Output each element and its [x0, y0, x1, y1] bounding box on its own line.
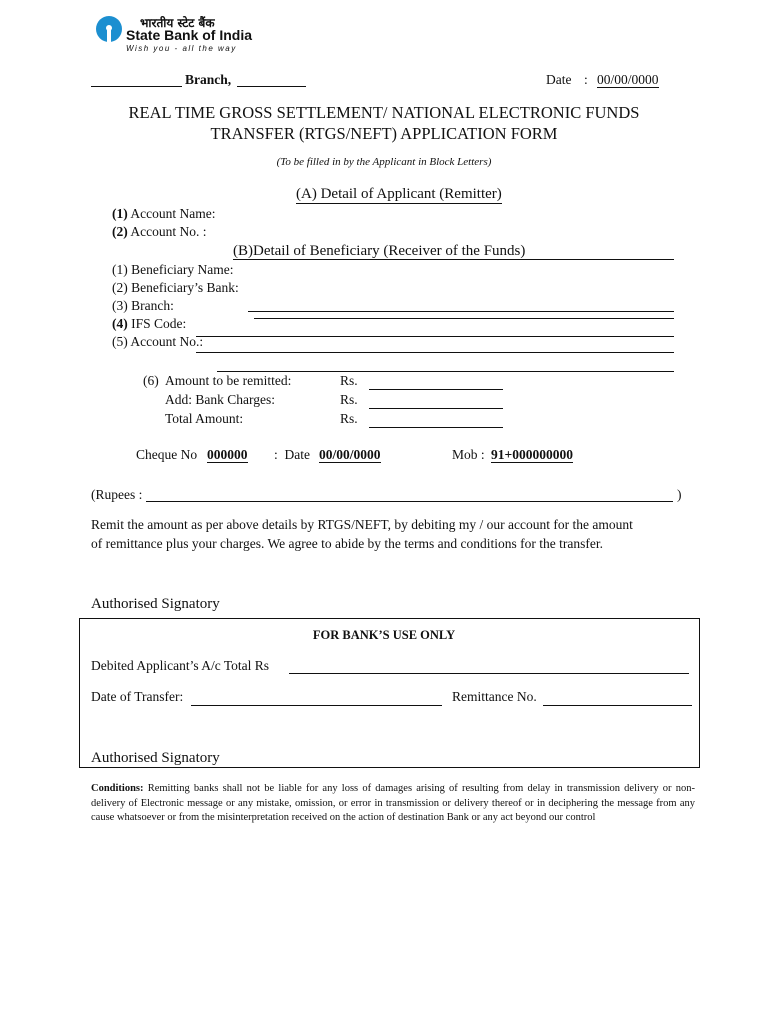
item-number: (5)	[112, 334, 128, 349]
item-number: (2)	[112, 280, 128, 295]
currency-label: Rs.	[340, 411, 358, 426]
date-label: Date	[546, 72, 572, 87]
remit-text-line-2: of remittance plus your charges. We agree to abide by the terms and conditions for the transfer.	[91, 536, 603, 551]
rupees-close-paren: )	[677, 487, 682, 502]
remit-text-line-1: Remit the amount as per above details by RTGS/NEFT, by debiting my / our account for the amount	[91, 517, 633, 532]
debited-total-input[interactable]	[289, 673, 689, 674]
authorised-signatory-bank: Authorised Signatory	[91, 750, 220, 766]
section-b-heading: (B)Detail of Beneficiary (Receiver of the Funds)	[233, 243, 526, 259]
item-number: (1)	[112, 262, 128, 277]
conditions-label: Conditions:	[91, 783, 144, 794]
form-title-line-2: TRANSFER (RTGS/NEFT) APPLICATION FORM	[210, 124, 558, 143]
ifs-code-row[interactable]	[112, 316, 186, 332]
bank-charges-label: Add: Bank Charges:	[165, 392, 275, 407]
branch-fill-line[interactable]	[248, 311, 674, 312]
beneficiary-name-label: Beneficiary Name:	[131, 262, 234, 277]
branch-name-line[interactable]	[237, 86, 306, 87]
logo-bank-name: State Bank of India	[126, 27, 253, 43]
amount-item-number: (6)	[143, 373, 159, 388]
debited-total-label: Debited Applicant’s A/c Total Rs	[91, 658, 270, 673]
date-of-transfer-input[interactable]	[191, 705, 442, 706]
cheque-no-value[interactable]: 000000	[207, 447, 248, 462]
item-number: (3)	[112, 298, 128, 313]
cheque-date-value[interactable]: 00/00/0000	[319, 447, 381, 462]
amount-remitted-label: Amount to be remitted:	[165, 373, 292, 388]
remittance-no-label: Remittance No.	[452, 689, 537, 704]
applicant-account-name-row[interactable]	[112, 206, 215, 222]
branch-label: Branch,	[185, 72, 232, 87]
beneficiary-account-row[interactable]	[112, 334, 203, 350]
remittance-no-input[interactable]	[543, 705, 692, 706]
total-amount-label: Total Amount:	[165, 411, 244, 426]
account-fill-line-2[interactable]	[217, 371, 674, 372]
logo-hindi-text: भारतीय स्टेट बैंक	[140, 16, 215, 30]
logo-tagline: Wish you - all the way	[126, 44, 237, 53]
authorised-signatory-applicant: Authorised Signatory	[91, 596, 220, 612]
account-no-label: Account No. :	[130, 224, 207, 239]
item-number: (2)	[112, 224, 128, 239]
beneficiary-bank-row[interactable]	[112, 280, 239, 296]
beneficiary-branch-row[interactable]	[112, 298, 174, 314]
date-of-transfer-label: Date of Transfer:	[91, 689, 184, 704]
bank-charges-input[interactable]	[369, 408, 503, 409]
mobile-label: Mob :	[452, 447, 485, 462]
beneficiary-account-label: Account No.:	[130, 334, 204, 349]
form-instruction: (To be filled in by the Applicant in Block Letters)	[276, 156, 492, 168]
conditions-body: Remitting banks shall not be liable for any loss of damages arising of resulting from delay in transmission delivery or non-delivery of Electronic message or any mistake, omission, or error in transmission or delivery thereof or in deciphering the message from any cause whatsoever or from the misinterpretation received on the action of destination Bank or any act beyond our control	[91, 783, 695, 824]
ifs-fill-line[interactable]	[196, 336, 674, 337]
currency-label: Rs.	[340, 373, 358, 388]
section-b-underline	[233, 259, 674, 260]
date-separator: :	[584, 72, 588, 87]
item-number: (4)	[112, 316, 128, 331]
branch-label: Branch:	[131, 298, 174, 313]
beneficiary-bank-label: Beneficiary’s Bank:	[131, 280, 239, 295]
conditions-text	[91, 782, 695, 826]
mobile-value[interactable]: 91+000000000	[491, 447, 573, 462]
sbi-keyhole-icon	[96, 16, 122, 42]
currency-label: Rs.	[340, 392, 358, 407]
ifs-code-label: IFS Code:	[131, 316, 187, 331]
cheque-label: Cheque No	[136, 447, 198, 462]
item-number: (1)	[112, 206, 128, 221]
amount-remitted-input[interactable]	[369, 389, 503, 390]
total-amount-input[interactable]	[369, 427, 503, 428]
bank-use-heading: FOR BANK’S USE ONLY	[312, 628, 456, 642]
rupees-open-label: (Rupees :	[91, 487, 143, 502]
form-title-line-1: REAL TIME GROSS SETTLEMENT/ NATIONAL ELECTRONIC FUNDS	[128, 103, 640, 122]
account-name-label: Account Name:	[130, 206, 216, 221]
rupees-in-words-input[interactable]	[146, 501, 673, 502]
section-a-heading: (A) Detail of Applicant (Remitter)	[296, 186, 502, 202]
beneficiary-name-row[interactable]	[112, 262, 233, 278]
ifs-fill-line-top[interactable]	[254, 318, 674, 319]
cheque-date-label: : Date	[274, 447, 310, 462]
applicant-account-no-row[interactable]	[112, 224, 207, 240]
branch-city-line[interactable]	[91, 86, 182, 87]
date-value[interactable]: 00/00/0000	[597, 72, 659, 87]
account-fill-line[interactable]	[196, 352, 674, 353]
